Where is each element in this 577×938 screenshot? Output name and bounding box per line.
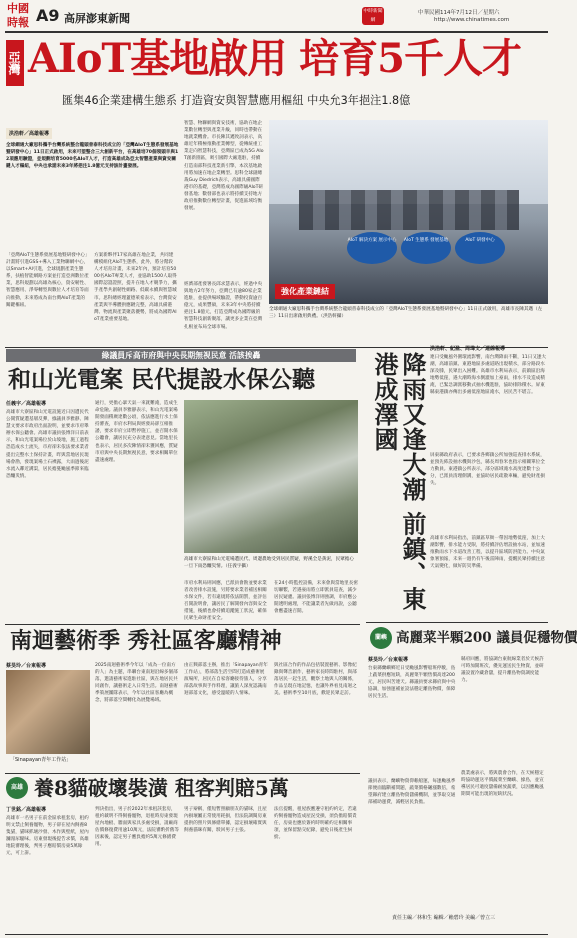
nanhui-col1: 2025南迴藝術季今年以「成為一位南方的人」為主題，串聯台東南迴沿線多個部落，邀請藝術家進駐社區，與在地居民共同創作，讓藝術走入日常生活。南迴藝術季策展團隊表示，今年以社區客廳為概念，將部落空間轉化為展覽場域。 bbox=[95, 663, 178, 704]
lead-headline: AIoT基地啟用 培育5千人才 bbox=[28, 35, 521, 82]
lead-col3: 智慧、物聯網與資安技術，協助在地企業數位轉型與產業升級，同時也帶動在地就業機會。市長陳其邁致詞表示，高雄近年積極推動產業轉型，從傳統重工業走向智慧科技，亞灣區已成為5G AIoT創新園區，吸引國際大廠進駐，持續打造南部科技產業新引擎，本次基地啟用將加速在地企業轉型。思科全球副總裁Guy Diedrich表示，高雄具備國際港市的基礎，亞灣將成為國際級AIoT研發基地；數發部也表示將持續支持地方政府推動數位轉型計畫，促進區域均衡發展。 bbox=[184, 121, 264, 212]
lead-subhead: 匯集46企業建構生態系 打造資安與智慧應用樞紐 中央允3年挹注1.8億 bbox=[62, 94, 411, 107]
vertical-text-1: 連日受颱風外圍環流影響，南台灣降雨不斷，11日又逢大潮，高雄前鎮、東港地區多處道路出現積水，部分路段水深及膝，民眾出入困難。高雄市水利局表示，前鎮區沿海地勢低窪，遇大潮時海水倒灌加上豪雨，排水不及造成積淹，已緊急調派移動式抽水機進駐，協助排除積水。屏東縣東港鎮亦傳出多處低窪地區淹水，居民苦不堪言。 bbox=[430, 355, 547, 396]
section-name: 高屏澎東新聞 bbox=[64, 12, 130, 25]
section-rule-3 bbox=[366, 622, 548, 623]
lead-col2: 方案新夥伴17家高雄在地企業，共同建構模組化AIoT生態系，此外，將分階段人才培育計畫，未來2年內，預計培育5000名AIoT專業人才，並協助1500人取得國際認證證照，提升在地人才競爭力，攜手產學共創韌性網路、低碳永續與智慧城市。思科總經理蓋德萊希表示，台灣資安產業與半導體供應鏈完整，高雄具備港灣、物流與產業聚落優勢，將成為國際AIoT產業重要基地。 bbox=[94, 253, 177, 322]
yangcat-col3: 男子辯稱，僅短暫照顧朋友的貓咪，且屋內損壞屬正常使用耗損，但法院調閱房東提供的照片與修繕單據，認定損壞確實與飼養貓咪有關，駁回男子主張。 bbox=[184, 807, 267, 834]
gaoli-col2: 議員表示，蘭嶼物資仰賴船運，每逢颱風季節便面臨斷補問題，蔬菜價格飆漲數倍，希望縣府建立離島物資儲備機制，並爭取交通部補助運費，減輕居民負擔。 bbox=[368, 779, 456, 806]
section-banner bbox=[6, 349, 356, 362]
gaoli-col4: 農業處表示，將與農會合作，在天候穩定時協助運送平價蔬菜至蘭嶼、綠島，並宣導居民可適度儲備耐放蔬菜，以因應颱風期間可能出現的短缺狀況。 bbox=[461, 771, 544, 798]
heping-col3: 市府水利局則回應，已派員會勘並要求業者改善排水設施，另將要求業者補送相關水保文件，若有違規將依法開罰，並評估召開說明會，讓居民了解開發內容與安全措施，後續也會持續追蹤施工狀況，確保民眾生命財產安全。 bbox=[184, 581, 267, 622]
yangcat-col1: 高雄市一名男子在前金區承租套房，租約明文禁止飼養寵物，男子卻在屋內飼養8隻貓，貓咪抓壞沙發、木作與壁紙，屋內瀰漫尿騷味。房東發現後提告求償，高雄地院審理後，判男子應賠償房東5萬餘元，可上訴。 bbox=[6, 816, 89, 857]
heping-photo-caption: 高雄市大寮區和山光電場遭民代、周邊農地受到居民質疑，野溪全是黃泥，民眾擔心一旦下雨恐釀災情。（任義宇攝） bbox=[184, 557, 354, 570]
website-url: http://www.chinatimes.com bbox=[434, 17, 510, 23]
lead-region-tag: 亞灣 bbox=[6, 40, 24, 86]
newspaper-logo: 中國時報 bbox=[7, 2, 29, 29]
yangcat-col2: 判決指出，男子於2022年承租該套房，租約載明不得飼養寵物，退租時房東發現屋內地板、牆面與家具多處受損，請廠商估價修復費用逾10萬元，法院審酌折舊等因素後，認定男子應負擔約5萬元修繕費用。 bbox=[95, 807, 179, 848]
photo-panel-3: AIoT 研發中心 bbox=[455, 232, 505, 264]
lead-byline: 洪浩軒／高雄報導 bbox=[6, 128, 52, 139]
banner-text: 綠議員斥高市府與中央長期無視民意 活該挨轟 bbox=[101, 351, 261, 360]
date-line: 中華民國114年7月12日／星期六 bbox=[418, 10, 500, 16]
vertical-headline: 降雨又逢大潮 前鎮、東港成澤國 bbox=[370, 352, 427, 612]
nanhui-col3: 與社區合作的作品包括裝置藝術、影像紀錄與聲音創作，藝術家長時間駐村，與部落居民一起生活，觀察土地與人的關係，作品呈現在地記憶，也讓外界看見南迴之美。藝術季至10月底，歡迎民眾走訪。 bbox=[274, 663, 357, 697]
nanhui-byline: 蔡旻玲／台東報導 bbox=[6, 663, 47, 669]
heping-headline: 和山光電案 民代提設水保公聽 bbox=[8, 366, 316, 393]
heping-photo bbox=[184, 400, 358, 553]
photo-people-row bbox=[299, 190, 519, 230]
nanhui-photo bbox=[6, 670, 90, 754]
partner-logo: 中時新聞網 bbox=[363, 9, 383, 23]
gaoli-byline: 蔡旻玲／台東報導 bbox=[368, 657, 409, 663]
photo-panel-1: AIoT 解決方案 展示中心 bbox=[347, 232, 397, 264]
photo-panel-2: AIoT 生態系 發展基地 bbox=[401, 232, 451, 264]
heping-byline: 任義宇／高雄報導 bbox=[6, 401, 47, 407]
heping-col1: 高雄市大寮區和山光電設施近日因遭民代公開質疑遭基層反彈，綠議員李雅靜、陳慧文要求市政府出面說明，並要求市府舉辦水保公聽會。高雄市議員張博洋日前表示，和山光電案場位於山坡地，施工過程恐造成水土流失，市府卻未依法要求業者提出完整水土保持計畫，昨與當地居民現場會勘，發現案場土石裸露，大雨過後泥水流入鄰近溝渠，居民擔憂颱風季節來臨恐釀災情。 bbox=[6, 410, 89, 479]
yangcat-byline: 丁世銘／高雄報導 bbox=[6, 807, 47, 813]
heping-col2: 通行，更擔心暴天氣一來就難淹，造成生命危險。議員李雅靜表示，和山光電案場開發面積廣達數公頃，依法應進行水土保持審查，市府水利局與經發局卻互相推諉，要求市府立即暫停施工，並召開水保公聽會，讓居民充分表達意見。當地里長也表示，居民多次陳情卻未獲回應，質疑市府與中央長期無視民意，要求相關單位盡速處理。 bbox=[95, 401, 178, 463]
photo-tag: 強化產業鏈結 bbox=[275, 284, 335, 299]
heping-col4: 在24小時監控設備，未來會與當地里長密切聯繫，若遇豪雨將立即派員巡查，減少居民疑慮。議員張博洋則強調，市府應公開透明處理，不能讓業者先做再說，公聽會應盡速召開。 bbox=[274, 581, 358, 615]
lead-photo bbox=[269, 120, 548, 304]
lead-photo-caption: 全球網通大廠思科攜手台灣系統整合龍頭普泰科技成立的「亞灣AIoT生態系發展基地暨研發中心」11日正式啟用，高雄市長陳其邁（左三）11日出席啟用典禮。（洪浩軒攝） bbox=[269, 307, 543, 319]
masthead bbox=[0, 0, 553, 34]
lead-col3b: 經濟部產發署長邱求慧表示，經過中央與地方2年努力，亞灣已有逾80家企業進駐，並提供場域驗證，帶動投資逾百億元，成果豐碩，未來3年中央將持續挹注1.8億元，打造亞灣成為國際級的智慧科技創新聚落，讓更多企業在亞灣扎根並布局全球市場。 bbox=[184, 282, 263, 330]
gaoli-region-tag: 蘭嶼 bbox=[370, 627, 392, 649]
yangcat-col4: 法官提醒，租屋族應遵守租約約定，若違約飼養寵物造成屋況受損，須負擔賠償責任，房東也應於簽約時明確約定相關事項，並保留點交紀錄，避免日後產生糾紛。 bbox=[274, 807, 357, 841]
lead-col1: 「亞灣AIoT生態系發展基地暨研發中心」計畫將引進GSS+導入工業物聯網中心，以Smart+AI引進，全球規劃產業生態系，扶植智能網路方案並打造亞洲數位產業，思科規劃以高雄為核心，資安韌性、智慧應用、淨零轉型與數位人才培育等面向推動，未來將成為南台灣AIoT產業的關鍵樞紐。 bbox=[6, 253, 89, 308]
editor-credits: 責任主編／林和生 編輯／賴碧玲 美編／曾立三 bbox=[392, 915, 496, 921]
vertical-text-2: 屏東縣政府表示，已要求各鄉鎮公所加強巡查排水系統，並預先佈設抽水機與沙包，縣長周春米也指示相關單位全力動員。東港鎮公所表示，部分區域淹水高度達數十公分，已派員清理側溝，並協助居民疏散車輛，避免財產損失。 bbox=[430, 453, 545, 487]
nanhui-photo-caption: 「Sinapayan青年工作站」 bbox=[10, 757, 72, 763]
section-rule-2 bbox=[5, 624, 360, 625]
yangcat-region-tag: 高雄 bbox=[6, 777, 28, 799]
page-number: A9 bbox=[36, 6, 60, 25]
gaoli-headline: 高麗菜半顆200 議員促穩物價 bbox=[396, 630, 577, 646]
footer-rule bbox=[5, 934, 548, 935]
nanhui-col2: 由正興部落主辦，推出「Sinapayan青年工作站」，將部落生活空間打造成藝術展演場所，居民在自家客廳接待旅人，分享部落故事與手作料理，讓旅人深度認識南迴部落文化，感受溫暖的人情味。 bbox=[184, 663, 268, 697]
lead-intro-box bbox=[6, 120, 179, 248]
masthead-rule bbox=[5, 31, 548, 33]
gaoli-col3: 縣府回應，將協調台東航線業者於天候許可時加開班次，優先運送民生物資，並研議設置冷藏倉儲，提升離島物資調度能力。 bbox=[461, 657, 544, 684]
yangcat-headline: 養8貓破壞裝潢 租客判賠5萬 bbox=[34, 776, 289, 800]
vertical-text-3: 高雄市水利局指出，前鎮區草衙一帶因地勢低窪，加上大潮影響，排水能力受限，將持續評估增設抽水站，並加速推動雨水下水道改善工程，以提升區域防洪能力。中央氣象署預報，未來一週仍有午後雷陣雨，提醒民眾持續注意天氣變化，做好防災準備。 bbox=[430, 536, 545, 570]
vertical-byline: 洪浩軒、紀盈、周瑋文／連線報導 bbox=[430, 346, 506, 352]
gaoli-col1: 台東縣蘭嶼鄉近日受颱風影響船班停駛，島上蔬菜供應短缺，高麗菜半顆售價高達200元，居民叫苦連天。縣議員要求縣府與中央協調，加強運補並設法穩定離島物價，保障居民生活。 bbox=[368, 666, 456, 700]
lead-intro: 全球網通大廠思科攜手台灣系統整合龍頭普泰科技成立的「亞灣AIoT生態系發展基地暨研發中心」11日正式啟用，未來可望整合三大創新平台，在高雄培70個領頭羊與12項應用驗證，並規劃培育5000名AIoT人才，打造高雄成為亞太智慧產業與資安關鍵人才樞紐，中央也承諾未來3年將挹注1.8億元支持該計畫發展。 bbox=[6, 143, 179, 170]
nanhui-headline: 南迴藝術季 秀社區客廳精神 bbox=[10, 628, 282, 654]
